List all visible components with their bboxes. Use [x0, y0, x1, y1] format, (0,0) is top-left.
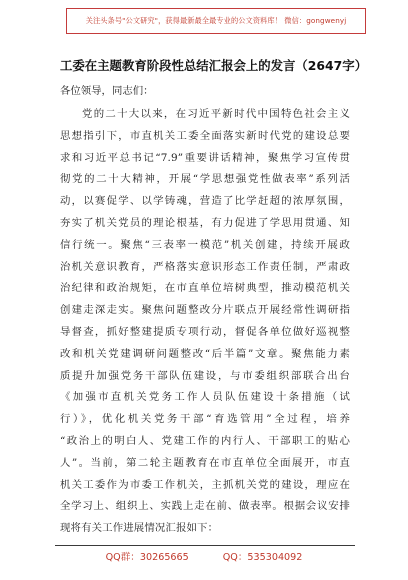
body-line: 动，以赛促学、以学铸魂，营造了比学赶超的浓厚氛围， [60, 195, 350, 208]
body-line: 改和机关党建调研问题整改“后半篇”文章。聚焦能力素 [60, 347, 350, 360]
body-line: 导督查，抓好整建提质专项行动，督促各单位做好巡视整 [60, 325, 350, 338]
promo-banner [66, 8, 366, 34]
salutation: 各位领导，同志们： [60, 85, 154, 97]
document-body [60, 104, 350, 540]
body-line: 《加强市直机关党务工作人员队伍建设十条措施（试 [60, 391, 350, 404]
footer-qq-group: QQ群：30265665 [105, 552, 189, 563]
body-line: 全学习上、组织上、实践上走在前、做表率。根据会议安排 [60, 500, 350, 513]
body-line: “政治上的明白人、党建工作的内行人、干部职工的贴心 [60, 434, 350, 447]
promo-banner-text: 关注头条号"公文研究"，获得最新最全最专业的公文资料库！ 微信：gongwenyj [85, 16, 347, 25]
body-line: 思想指引下，市直机关工委全面落实新时代党的建设总要 [60, 129, 350, 142]
document-title: 工委在主题教育阶段性总结汇报会上的发言（2647字） [60, 58, 368, 73]
body-line: 治纪律和政治规矩，在市直单位培树典型，推动模范机关 [60, 282, 350, 295]
body-line: 机关工委作为市委工作机关，主抓机关党的建设，理应在 [60, 478, 350, 491]
body-line: 求和习近平总书记“7.9”重要讲话精神，聚焦学习宣传贯 [60, 151, 350, 164]
body-line: 质提升加强党务干部队伍建设，与市委组织部联合出台 [60, 369, 350, 382]
footer-qq-number: QQ：535304092 [222, 552, 303, 563]
body-line: 现将有关工作进展情况汇报如下： [60, 522, 219, 535]
body-line: 党的二十大以来，在习近平新时代中国特色社会主义 [82, 108, 350, 120]
body-line: 创建走深走实。聚焦问题整改分片联点开展经常性调研指 [60, 304, 350, 317]
body-line: 治机关意识教育，严格落实意识形态工作责任制，严肃政 [60, 260, 350, 273]
body-line: 彻党的二十大精神，开展“学思想强党性做表率”系列活 [60, 173, 350, 186]
body-line: 人”。当前，第二轮主题教育在市直单位全面展开，市直 [60, 456, 350, 469]
footer-contact [0, 549, 408, 563]
body-line: 夯实了机关党员的理论根基，有力促进了学思用贯通、知 [60, 216, 350, 229]
body-line: 信行统一。聚焦“三表率一模范”机关创建，持续开展政 [60, 238, 350, 251]
footer-divider [55, 545, 355, 546]
body-line: 行）》，优化机关党务干部“育选管用”全过程，培养 [60, 413, 350, 426]
